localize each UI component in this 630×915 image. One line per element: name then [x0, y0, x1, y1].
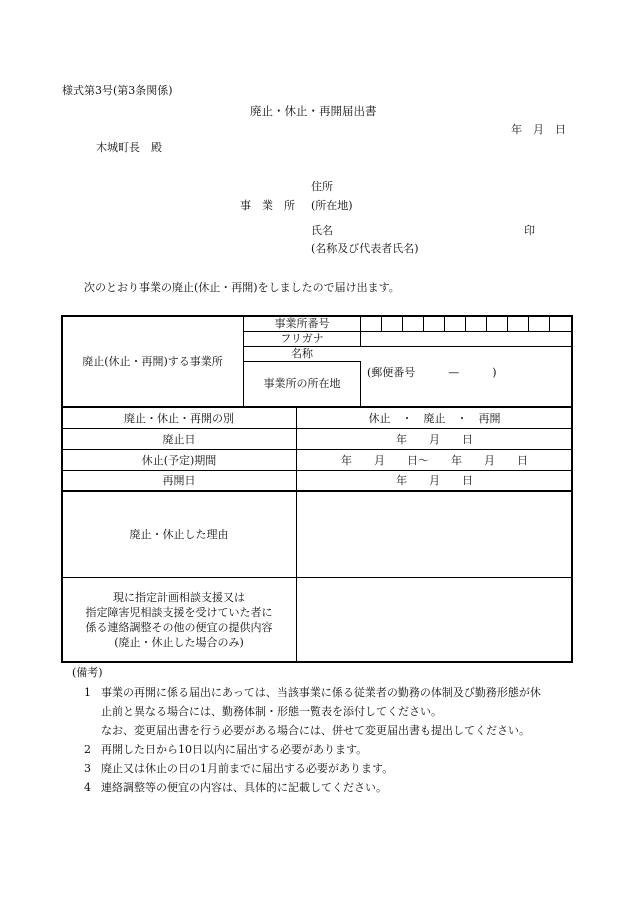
note-1-line-2: 止前と異なる場合には、勤務体制・形態一覧表を添付してください。: [101, 705, 442, 718]
name-field-label: 名称: [291, 347, 313, 360]
reason-field[interactable]: [297, 492, 572, 577]
office-label: 事 業 所: [240, 199, 295, 212]
support-content-label: 現に指定計画相談支援又は 指定障害児相談支援を受けていた者に 係る連絡調整その他の便宜の提供内容 (廃止・休止した場合のみ): [85, 591, 273, 649]
note-4: 連絡調整等の便宜の内容は、具体的に記載してください。: [101, 781, 387, 794]
notes-heading: (備考): [72, 666, 103, 679]
target-office-header: 廃止(休止・再開)する事業所: [82, 354, 223, 368]
furigana-label: フリガナ: [280, 332, 324, 345]
resume-date-value: 年 月 日: [396, 474, 473, 487]
form-title: 廃止・休止・再開届出書: [250, 104, 377, 118]
note-1-number: 1: [84, 686, 91, 699]
date-line: 年 月 日: [511, 123, 566, 136]
address-sub-label: (所在地): [311, 199, 353, 212]
office-number-label: 事業所番号: [274, 317, 330, 330]
reason-label: 廃止・休止した理由: [129, 528, 229, 541]
address-label: 住所: [311, 180, 333, 193]
note-3-number: 3: [84, 762, 91, 775]
addressee: 木城町長 殿: [96, 141, 162, 154]
note-2-number: 2: [84, 743, 91, 756]
note-4-number: 4: [84, 781, 91, 794]
type-label: 廃止・休止・再開の別: [124, 411, 234, 425]
stop-date-value: 年 月 日: [396, 432, 473, 446]
location-label: 事業所の所在地: [263, 377, 341, 390]
name-label: 氏名: [311, 224, 333, 237]
intro-text: 次のとおり事業の廃止(休止・再開)をしましたので届け出ます。: [84, 281, 400, 294]
support-content-field[interactable]: [297, 578, 572, 662]
resume-date-label: 再開日: [162, 474, 196, 487]
suspend-period-value: 年 月 日～ 年 月 日: [341, 453, 528, 467]
note-1-line-1: 事業の再開に係る届出にあっては、当該事業に係る従業者の勤務の体制及び勤務形態が休: [101, 686, 541, 699]
name-sub-label: (名称及び代表者氏名): [311, 242, 419, 255]
stop-date-label: 廃止日: [162, 432, 196, 446]
note-2: 再開した日から10日以内に届出する必要があります。: [101, 743, 368, 756]
note-1-line-3: なお、変更届出書を行う必要がある場合には、併せて変更届出書も提出してください。: [101, 724, 530, 737]
seal-mark: 印: [524, 224, 535, 237]
type-value: 休止 ・ 廃止 ・ 再開: [368, 411, 501, 425]
postal-code: (郵便番号 — ): [367, 366, 497, 379]
suspend-period-label: 休止(予定)期間: [141, 453, 217, 467]
note-3: 廃止又は休止の日の1月前までに届出する必要があります。: [101, 762, 394, 775]
form-number: 様式第3号(第3条関係): [62, 84, 173, 97]
